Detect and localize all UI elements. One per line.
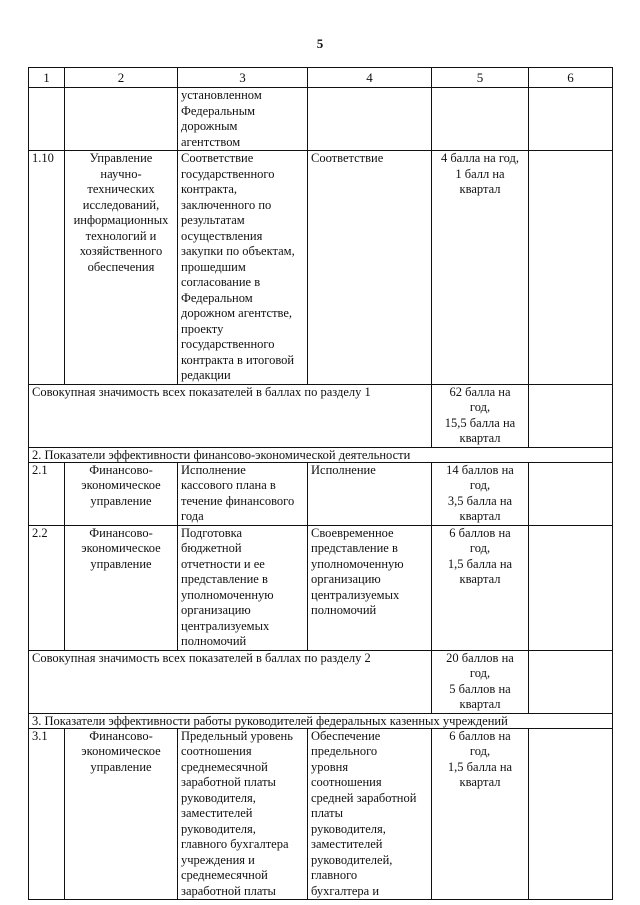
table-row-summary-1 <box>29 384 613 447</box>
cell-points: 4 балла на год, 1 балл на квартал <box>432 151 529 385</box>
cell-extra <box>529 728 613 900</box>
cell-unit: Финансово- экономическое управление <box>65 462 178 525</box>
cell-points: 6 баллов на год, 1,5 балла на квартал <box>432 525 529 650</box>
cell-num: 2.2 <box>29 525 65 650</box>
page-number: 5 <box>316 36 324 51</box>
header-col-3: 3 <box>178 68 308 88</box>
cell-criterion: Подготовка бюджетной отчетности и ее представление в уполномоченную организацию централизуемых полномочий <box>178 525 308 650</box>
header-col-1: 1 <box>29 68 65 88</box>
section-title: 2. Показатели эффективности финансово-экономической деятельности <box>29 447 613 462</box>
cell-condition: Соответствие <box>308 151 432 385</box>
cell-unit <box>65 88 178 151</box>
section-title: 3. Показатели эффективности работы руководителей федеральных казенных учреждений <box>29 713 613 728</box>
table-row-2-2 <box>29 525 613 650</box>
cell-points: 14 баллов на год, 3,5 балла на квартал <box>432 462 529 525</box>
cell-extra <box>529 525 613 650</box>
table-row-section-2 <box>29 447 613 462</box>
cell-unit: Управление научно- технических исследований, информационных технологий и хозяйственного обеспечения <box>65 151 178 385</box>
cell-condition <box>308 88 432 151</box>
cell-unit: Финансово- экономическое управление <box>65 525 178 650</box>
cell-num <box>29 88 65 151</box>
cell-points <box>432 88 529 151</box>
table-header-row <box>29 68 613 88</box>
header-col-6: 6 <box>529 68 613 88</box>
cell-extra <box>529 88 613 151</box>
cell-condition: Исполнение <box>308 462 432 525</box>
summary-label: Совокупная значимость всех показателей в баллах по разделу 2 <box>29 650 432 713</box>
table-row-2-1 <box>29 462 613 525</box>
table-row-continuation <box>29 88 613 151</box>
header-col-5: 5 <box>432 68 529 88</box>
summary-extra <box>529 650 613 713</box>
cell-num: 3.1 <box>29 728 65 900</box>
cell-unit: Финансово- экономическое управление <box>65 728 178 900</box>
summary-points: 62 балла на год, 15,5 балла на квартал <box>432 384 529 447</box>
header-col-4: 4 <box>308 68 432 88</box>
cell-condition: Своевременное представление в уполномоченную организацию централизуемых полномочий <box>308 525 432 650</box>
summary-label: Совокупная значимость всех показателей в баллах по разделу 1 <box>29 384 432 447</box>
cell-condition: Обеспечение предельного уровня соотношения средней заработной платы руководителя, заместителей руководителей, главного бухгалтера и <box>308 728 432 900</box>
cell-extra <box>529 151 613 385</box>
table-row-3-1 <box>29 728 613 900</box>
cell-num: 2.1 <box>29 462 65 525</box>
cell-extra <box>529 462 613 525</box>
cell-num: 1.10 <box>29 151 65 385</box>
cell-points: 6 баллов на год, 1,5 балла на квартал <box>432 728 529 900</box>
cell-criterion: Соответствие государственного контракта, заключенного по результатам осуществления закупки по объектам, прошедшим согласование в Федеральном дорожном агентстве, проекту государственного контракта в итоговой редакции <box>178 151 308 385</box>
table-row-1-10 <box>29 151 613 385</box>
indicators-table <box>28 67 613 900</box>
table-row-summary-2 <box>29 650 613 713</box>
cell-criterion: установленном Федеральным дорожным агентством <box>178 88 308 151</box>
table-row-section-3 <box>29 713 613 728</box>
cell-criterion: Исполнение кассового плана в течение финансового года <box>178 462 308 525</box>
cell-criterion: Предельный уровень соотношения среднемесячной заработной платы руководителя, заместителей руководителя, главного бухгалтера учреждения и среднемесячной заработной платы <box>178 728 308 900</box>
summary-extra <box>529 384 613 447</box>
header-col-2: 2 <box>65 68 178 88</box>
summary-points: 20 баллов на год, 5 баллов на квартал <box>432 650 529 713</box>
